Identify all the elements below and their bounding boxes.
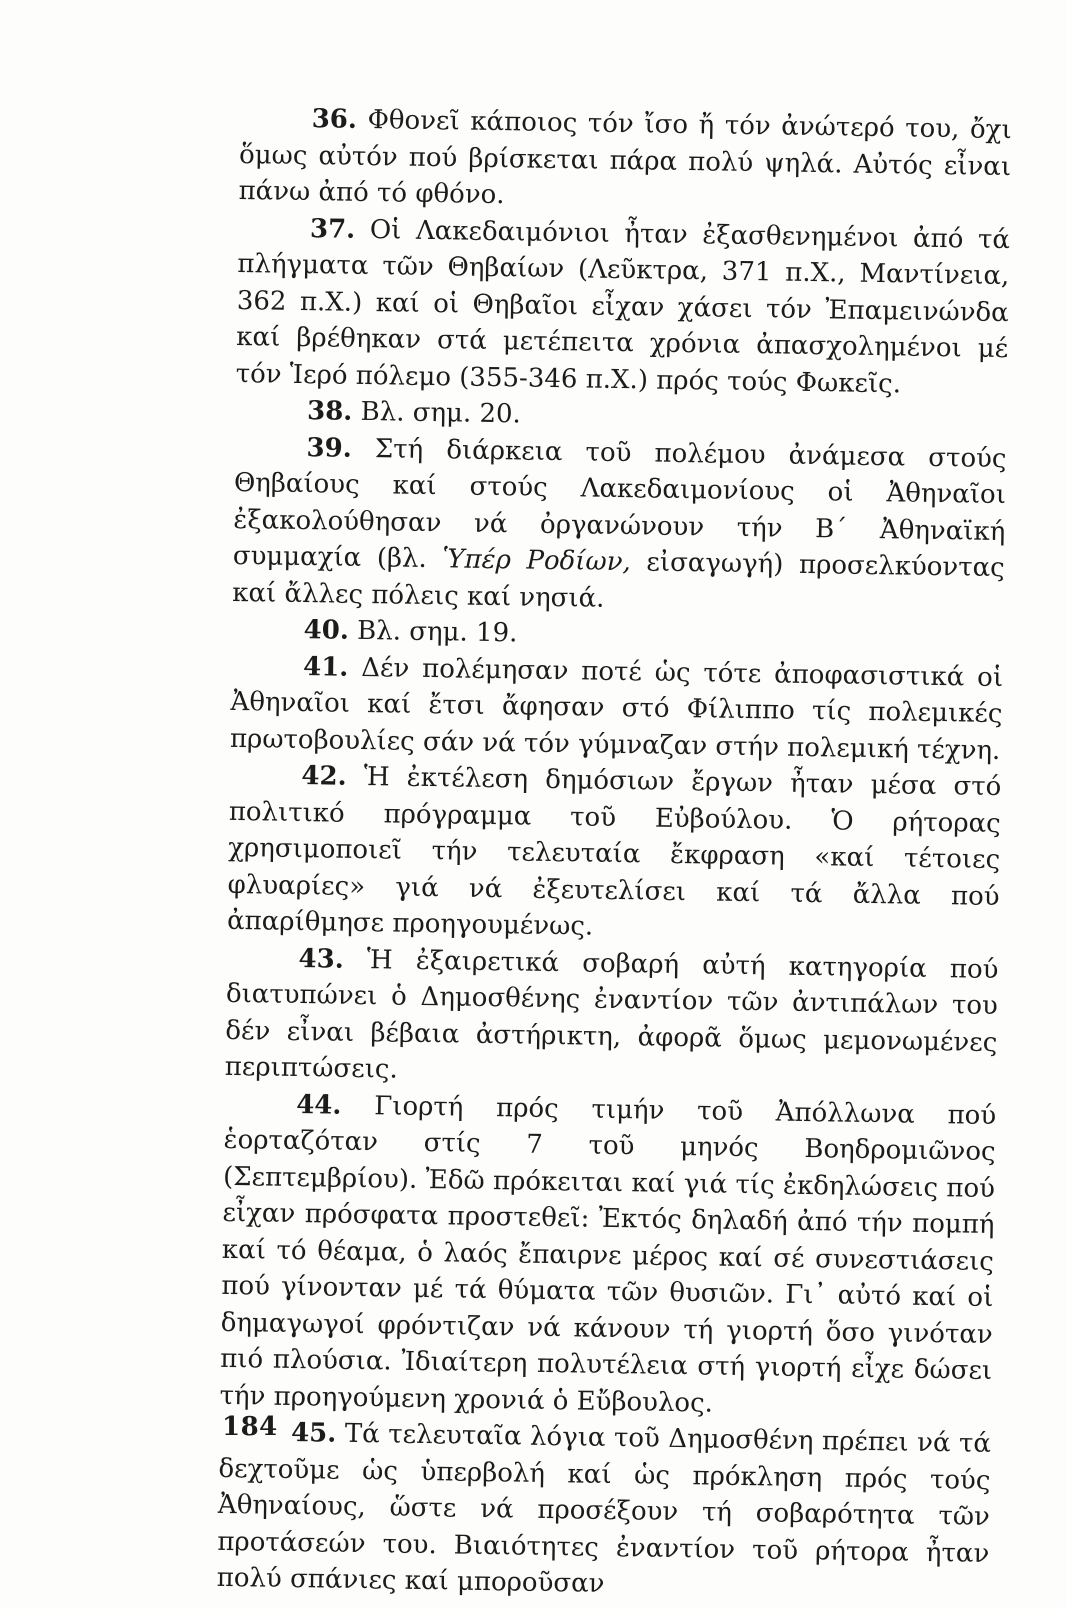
note-text: εἰσαγωγή) προσελκύοντας καί ἄλλες πόλεις καί νησιά. [232,547,1005,614]
note-text: Ἡ ἐκτέλεση δημόσιων ἔργων ἦταν μέσα στό πολιτικό πρόγραμμα τοῦ Εὐβούλου. Ὁ ρήτορας χρησιμοποιεῖ τήν τελευταία ἔκφραση «καί τέτοιες φλυαρίες» γιά νά ἐξευτελίσει καί τά ἄλλα πού ἀπαρίθμησε προηγουμένως. [226,762,1002,942]
note-number: 37. [309,213,356,245]
note-text: Βλ. σημ. 19. [356,615,518,649]
endnotes-block [216,100,1011,1608]
note-text: Φθονεῖ κάποιος τόν ἴσο ἤ τόν ἀνώτερό του, ὄχι ὅμως αὐτόν πού βρίσκεται πάρα πολύ ψηλά. Αὐτός εἶναι πάνω ἀπό τό φθόνο. [238,105,1012,211]
note-text: Οἱ Λακεδαιμόνιοι ἦταν ἐξασθενημένοι ἀπό τά πλήγματα τῶν Θηβαίων (Λεῦκτρα, 371 π.Χ., Μαντίνεια, 362 π.Χ.) καί οἱ Θηβαῖοι εἶχαν χάσει τόν Ἐπαμεινώνδα καί βρέθηκαν στά μετέπειτα χρόνια ἀπασχολημένοι μέ τόν Ἱερό πόλεμο (355-346 π.Χ.) πρός τούς Φωκεῖς. [235,214,1011,399]
note-text: Στή διάρκεια τοῦ πολέμου ἀνάμεσα στούς Θηβαίους καί στούς Λακεδαιμονίους οἱ Ἀθηναῖοι ἐξακολούθησαν νά ὀργανώνουν τήν Β΄ Ἀθηναϊκή συμμαχία (βλ. [232,433,1007,575]
note-42 [227,757,1002,952]
note-39 [232,428,1007,623]
note-number: 45. [290,1417,337,1449]
note-text: Βλ. σημ. 20. [360,396,522,430]
note-36 [238,100,1012,222]
note-number: 39. [306,432,353,464]
note-text-italic: Ὑπέρ Ροδίων, [442,544,632,578]
note-number: 38. [306,396,353,427]
note-text: Γιορτή πρός τιμήν τοῦ Ἀπόλλωνα πού ἑορταζόταν στίς 7 τοῦ μηνός Βοηδρομιῶνος (Σεπτεμβρίου). Ἐδῶ πρόκειται καί γιά τίς ἐκδηλώσεις πού εἶχαν πρόσφατα προστεθεῖ: Ἐκτός δηλαδή ἀπό τήν πομπή καί τό θέαμα, ὁ λαός ἔπαιρνε μέρος καί σέ συνεστιάσεις πού γίνονταν μέ τά θύματα τῶν θυσιῶν. Γι᾽ αὐτό καί οἱ δημαγωγοί φρόντιζαν νά κάνουν τή γιορτή ὅσο γινόταν πιό πλούσια. Ἰδιαίτερη πολυτέλεια στή γιορτή εἶχε δώσει τήν προηγούμενη χρονιά ὁ Εὔβουλος. [219,1090,997,1419]
note-45 [216,1414,991,1608]
note-number: 42. [301,761,347,792]
note-44 [219,1085,996,1426]
note-43 [225,939,999,1097]
note-text: Δέν πολέμησαν ποτέ ὡς τότε ἀποφασιστικά οἱ Ἀθηναῖοι καί ἔτσι ἄφησαν στό Φίλιππο τίς πολεμικές πρωτοβουλίες σάν νά τόν γύμναζαν στήν πολεμική τέχνη. [229,652,1004,766]
note-text: Τά τελευταῖα λόγια τοῦ Δημοσθένη πρέπει νά τά δεχτοῦμε ὡς ὑπερβολή καί ὡς πρόκληση πρός τούς Ἀθηναίους, ὥστε νά προσέξουν τή σοβαρότητα τῶν προτάσεών του. Βιαιότητες ἐναντίον τοῦ ρήτορα ἦταν πολύ σπάνιες καί μποροῦσαν [216,1418,992,1599]
note-text: Ἡ ἐξαιρετικά σοβαρή αὐτή κατηγορία πού διατυπώνει ὁ Δημοσθένης ἐναντίον τῶν ἀντιπάλων του δέν εἶναι βέβαια ἀστήρικτη, ἀφορᾶ ὅμως μεμονωμένες περιπτώσεις. [224,944,999,1085]
note-37 [235,209,1010,404]
page-number: 184 [222,1412,278,1442]
note-41 [230,647,1004,769]
note-number: 41. [302,651,349,683]
note-number: 44. [295,1089,342,1121]
note-number: 43. [298,943,344,975]
note-number: 40. [303,615,350,646]
note-number: 36. [311,104,358,135]
